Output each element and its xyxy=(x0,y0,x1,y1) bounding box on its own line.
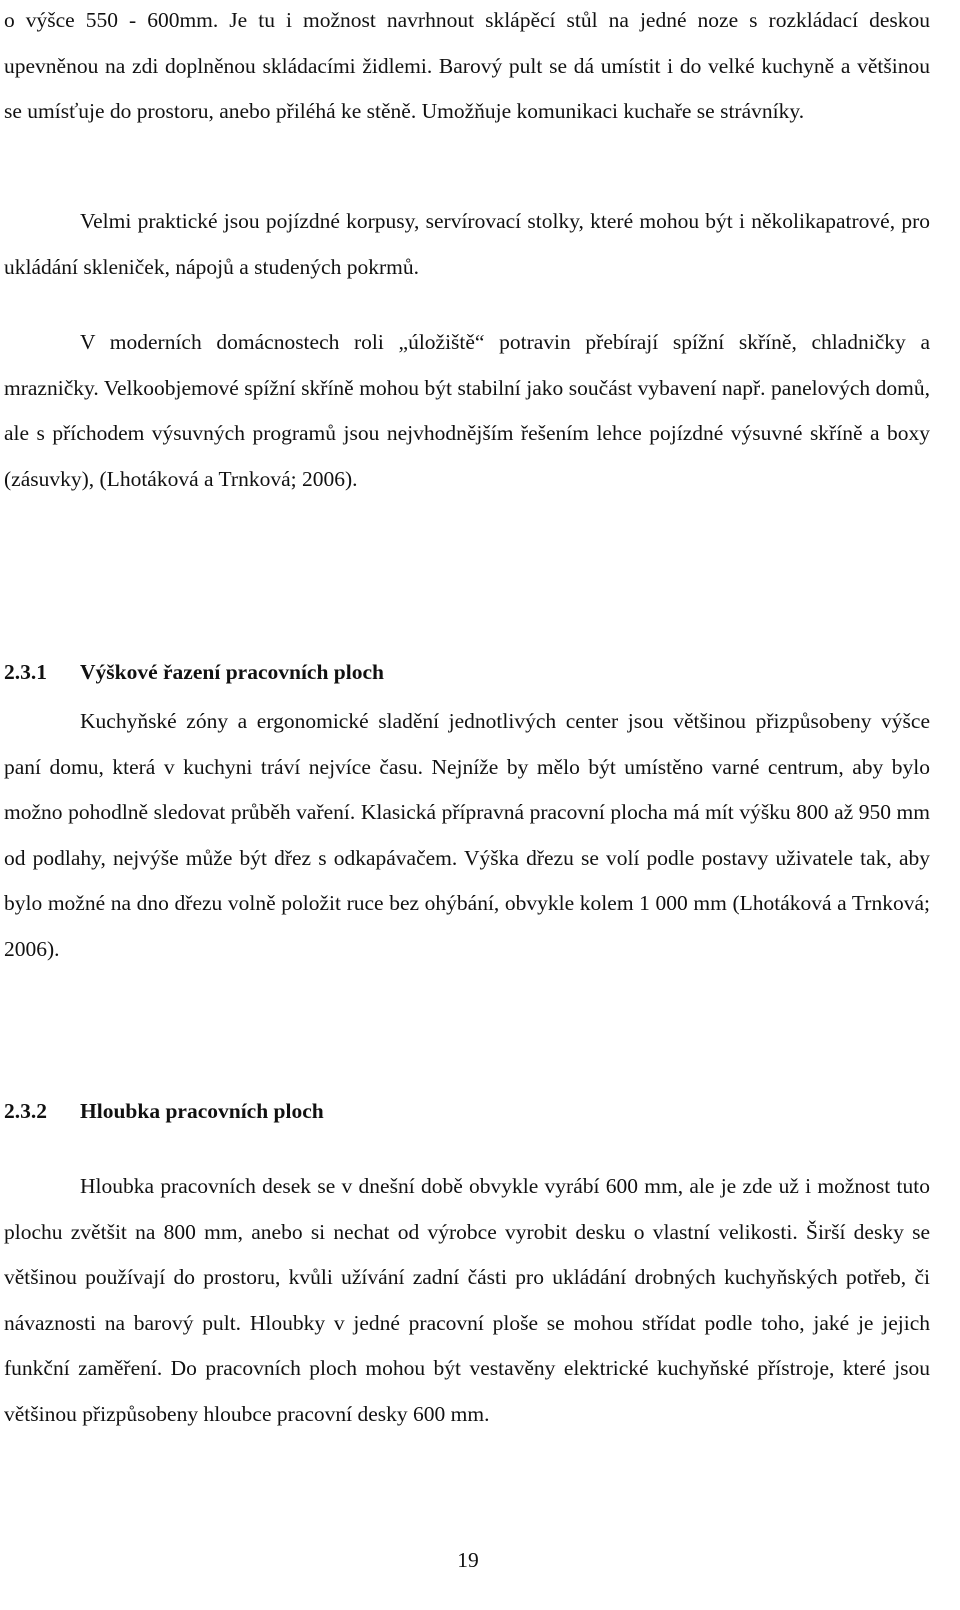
section-title: Výškové řazení pracovních ploch xyxy=(80,660,384,684)
paragraph-pantry-storage: V moderních domácnostech roli „úložiště“ potravin přebírají spížní skříně, chladničky a mrazničky. Velkoobjemové spížní skříně mohou být stabilní jako součást vybavení např. panelových domů, ale s příchodem výsuvných programů jsou nejvhodnějším řešením lehce pojízdné výsuvné skříně a boxy (zásuvky), (Lhotáková a Trnková; 2006). xyxy=(4,330,930,491)
paragraph-serving-trolleys: Velmi praktické jsou pojízdné korpusy, servírovací stolky, které mohou být i několikapatrové, pro ukládání skleniček, nápojů a studených pokrmů. xyxy=(4,209,930,279)
section-heading-2-3-1 xyxy=(4,657,384,687)
section-number: 2.3.1 xyxy=(4,660,47,684)
page-number: 19 xyxy=(457,1548,479,1572)
paragraph-work-surface-depth: Hloubka pracovních desek se v dnešní době obvykle vyrábí 600 mm, ale je zde už i možnost tuto plochu zvětšit na 800 mm, anebo si nechat od výrobce vyrobit desku o vlastní velikosti. Širší desky se většinou používají do prostoru, kvůli užívání zadní části pro ukládání drobných kuchyňských potřeb, či návaznosti na barový pult. Hloubky v jedné pracovní ploše se mohou střídat podle toho, jaké je jejich funkční zaměření. Do pracovních ploch mohou být vestavěny elektrické kuchyňské přístroje, které jsou většinou přizpůsobeny hloubce pracovní desky 600 mm. xyxy=(4,1174,930,1426)
paragraph-work-surface-height: Kuchyňské zóny a ergonomické sladění jednotlivých center jsou většinou přizpůsobeny výšce paní domu, která v kuchyni tráví nejvíce času. Nejníže by mělo být umístěno varné centrum, aby bylo možno pohodlně sledovat průběh vaření. Klasická přípravná pracovní plocha má mít výšku 800 až 950 mm od podlahy, nejvýše může být dřez s odkapávačem. Výška dřezu se volí podle postavy uživatele tak, aby bylo možné na dno dřezu volně položit ruce bez ohýbání, obvykle kolem 1 000 mm (Lhotáková a Trnková; 2006). xyxy=(4,709,930,961)
section-heading-2-3-2 xyxy=(4,1096,324,1126)
section-title: Hloubka pracovních ploch xyxy=(80,1099,324,1123)
section-number: 2.3.2 xyxy=(4,1099,47,1123)
paragraph-bar-counter: o výšce 550 - 600mm. Je tu i možnost navrhnout sklápěcí stůl na jedné noze s rozkládací deskou upevněnou na zdi doplněnou skládacími židlemi. Barový pult se dá umístit i do velké kuchyně a většinou se umísťuje do prostoru, anebo přiléhá ke stěně. Umožňuje komunikaci kuchaře se strávníky. xyxy=(4,8,930,123)
